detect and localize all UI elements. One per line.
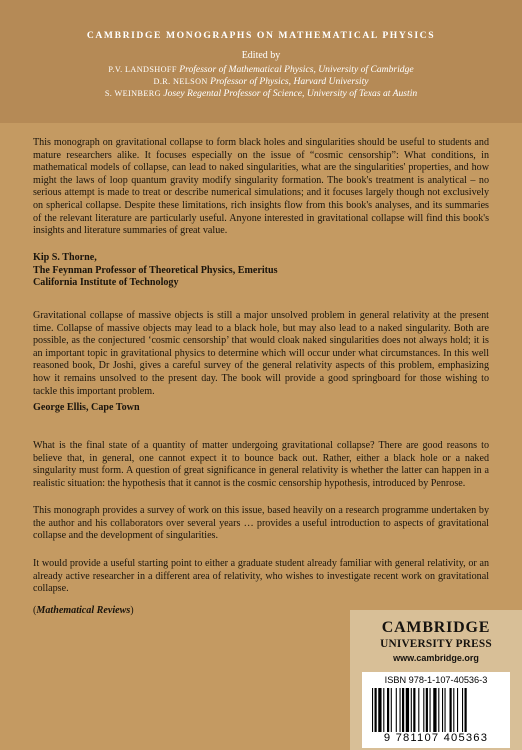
- barcode-bar: [400, 688, 401, 732]
- review-mr-attribution: (Mathematical Reviews): [33, 605, 134, 616]
- editor-line: [0, 64, 522, 76]
- review-mr-paragraph-1: What is the final state of a quantity of matter undergoing gravitational collapse? There are good reasons to believe that, in general, one cannot expect it to bounce back out. Rather, either a black hole or a naked singularity must form. A question of great significance in general relativity is whether the latter can happen in a realistic situation: the hypothesis that it cannot is the cosmic censorship hypothesis, introduced by Penrose.: [33, 440, 489, 489]
- barcode-bar: [402, 688, 404, 732]
- publisher-block: [350, 610, 522, 750]
- barcode-bar: [383, 688, 384, 732]
- publisher-name: CAMBRIDGE: [381, 619, 491, 636]
- barcode-bar: [396, 688, 397, 732]
- review-ellis-attribution: George Ellis, Cape Town: [33, 402, 140, 413]
- edited-by-label: Edited by: [241, 50, 281, 61]
- barcode-bar: [450, 688, 452, 732]
- attribution-line: The Feynman Professor of Theoretical Physics, Emeritus: [33, 264, 278, 276]
- barcode-bar: [406, 688, 409, 732]
- barcode-panel: [362, 672, 510, 748]
- mr-source: Mathematical Reviews: [36, 605, 131, 616]
- review-mr-paragraph-3: It would provide a useful starting point to either a graduate student already familiar with general relativity, or an already active researcher in a different area of relativity, who wishes to investigate recent work on gravitational collapse.: [33, 558, 489, 595]
- barcode-bar: [465, 688, 467, 732]
- editor-title: Professor of Mathematical Physics, University of Cambridge: [179, 64, 414, 75]
- barcode-bar: [453, 688, 454, 732]
- editor-title: Josey Regental Professor of Science, University of Texas at Austin: [163, 88, 418, 99]
- barcode-bar: [430, 688, 431, 732]
- barcode-bar: [445, 688, 446, 732]
- barcode-bar: [433, 688, 436, 732]
- editor-list: [0, 64, 522, 100]
- review-mr-paragraph-2: This monograph provides a survey of work on this issue, based heavily on a research programme undertaken by the author and his collaborators over several years … provides a useful introduction to aspects of gravitational collapse and the development of singularities.: [33, 505, 489, 542]
- review-thorne-attribution: [33, 252, 278, 290]
- editor-line: [0, 76, 522, 88]
- barcode-icon: [372, 688, 500, 732]
- barcode-bar: [438, 688, 439, 732]
- barcode-bar: [423, 688, 424, 732]
- barcode-bar: [372, 688, 373, 732]
- review-thorne-text: This monograph on gravitational collapse to form black holes and singularities should be useful to students and mature researchers alike. It focuses especially on the issue of “cosmic censorship”: What conditions, in mathematical models of collapse, can lead to naked singularities, what are the singularities' properties, and how might the laws of loop quantum gravity modify singularity formation. The book's treatment is analytical – no serious attempt is made to treat or describe numerical simulations; and it focuses largely though not exclusively on spherical collapse. Despite these limitations, rich insights flow from this book's analyses, and its summaries of the relevant literature are particularly useful. Anyone interested in gravitational collapse will find this book's insights and literature summaries of great value.: [33, 137, 489, 237]
- barcode-bar: [426, 688, 428, 732]
- barcode-bar: [387, 688, 389, 732]
- barcode-bar: [411, 688, 412, 732]
- barcode-bar: [457, 688, 458, 732]
- attribution-line: Kip S. Thorne,: [33, 252, 97, 263]
- isbn-label: ISBN 978-1-107-40536-3: [384, 675, 488, 685]
- editor-name: D.R. NELSON: [153, 77, 208, 86]
- publisher-url: www.cambridge.org: [393, 653, 479, 663]
- barcode-bar: [462, 688, 463, 732]
- editor-name: P.V. LANDSHOFF: [108, 65, 177, 74]
- editor-line: [0, 88, 522, 100]
- barcode-bar: [413, 688, 415, 732]
- editor-name: S. WEINBERG: [104, 89, 161, 98]
- barcode-bar: [418, 688, 419, 732]
- editor-title: Professor of Physics, Harvard University: [210, 76, 369, 87]
- review-ellis-text: Gravitational collapse of massive objects is still a major unsolved problem in general relativity at the present time. Collapse of massive objects may lead to a black hole, but may also lead to a naked singularity. Both are possible, as the conjectured ‘cosmic censorship’ that would cloak naked singularities does not always hold; it is an important topic in gravitational physics to determine which will occur under what circumstances. In this well reasoned book, Dr Joshi, gives a careful survey of the general relativity aspects of this problem, emphasizing how it remains unsolved to the present day. The book will provide a good springboard for those wishing to tackle this important problem.: [33, 310, 489, 397]
- header-band: [0, 0, 522, 123]
- attribution-line: California Institute of Technology: [33, 277, 179, 289]
- barcode-bar: [375, 688, 377, 732]
- barcode-bar: [391, 688, 392, 732]
- barcode-digits: 9 781107 405363: [383, 732, 489, 744]
- barcode-bar: [378, 688, 381, 732]
- barcode-bar: [442, 688, 443, 732]
- publisher-subtitle: UNIVERSITY PRESS: [380, 638, 492, 650]
- series-title: CAMBRIDGE MONOGRAPHS ON MATHEMATICAL PHYSICS: [86, 30, 436, 41]
